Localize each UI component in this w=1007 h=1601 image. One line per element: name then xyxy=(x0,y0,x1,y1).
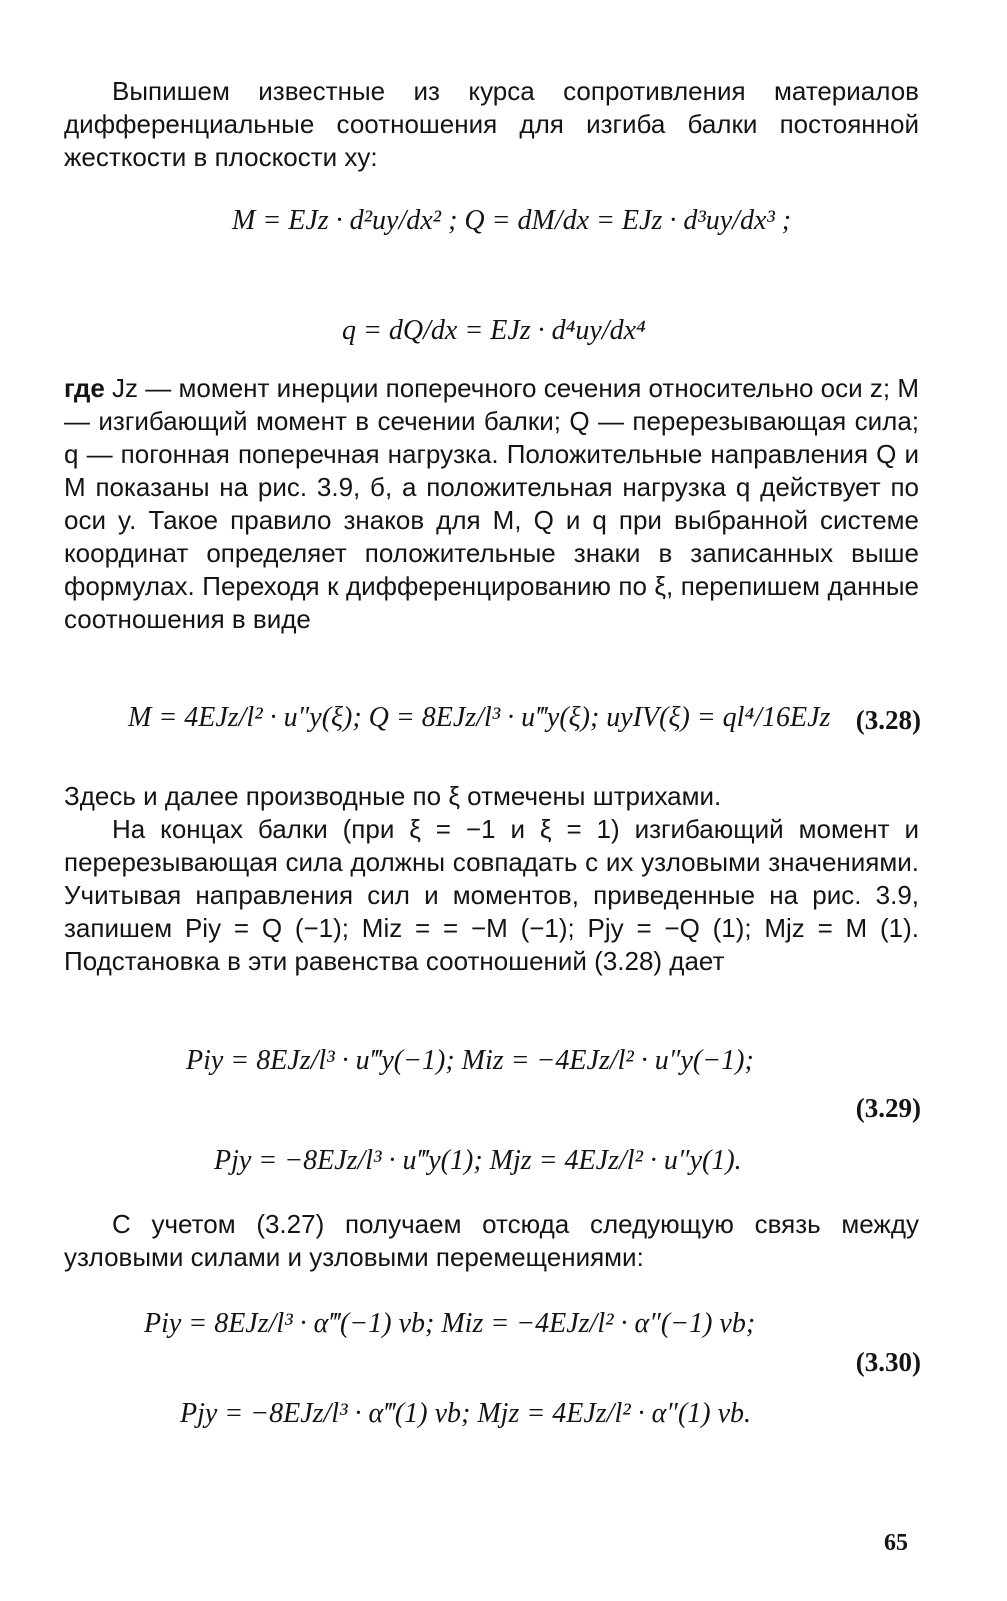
paragraph-definitions xyxy=(64,372,919,636)
formula-3-30-first: Piy = 8EJz/l³ · α‴(−1) vb; Miz = −4EJz/l² · α″(−1) vb; xyxy=(144,1308,756,1339)
paragraph-intro: Выпишем известные из курса сопротивления материалов дифференциальные соотношения для изгиба балки постоянной жесткости в плоскости xy: xyxy=(64,76,919,172)
formula-3-30-second: Pjy = −8EJz/l³ · α‴(1) vb; Mjz = 4EJz/l² · α″(1) vb. xyxy=(180,1398,752,1429)
formula-load: q = dQ/dx = EJz · d⁴uy/dx⁴ xyxy=(342,315,646,346)
paragraph-primes: Здесь и далее производные по ξ отмечены штрихами. xyxy=(64,781,722,811)
formula-3-28: M = 4EJz/l² · u″y(ξ); Q = 8EJz/l³ · u‴y(ξ); uyIV(ξ) = ql⁴/16EJz xyxy=(128,702,831,733)
formula-moment-shear: M = EJz · d²uy/dx² ; Q = dM/dx = EJz · d³uy/dx³ ; xyxy=(232,205,792,236)
equation-number-3-28: (3.28) xyxy=(855,705,921,735)
equation-number-3-29: (3.29) xyxy=(855,1093,921,1123)
formula-3-29-first: Piy = 8EJz/l³ · u‴y(−1); Miz = −4EJz/l² · u″y(−1); xyxy=(186,1045,754,1076)
paragraph-nodal: С учетом (3.27) получаем отсюда следующую связь между узловыми силами и узловыми перемещениями: xyxy=(64,1209,919,1272)
page-number: 65 xyxy=(884,1530,908,1556)
paragraph-boundary: На концах балки (при ξ = −1 и ξ = 1) изгибающий момент и перерезывающая сила должны совпадать с их узловыми значениями. Учитывая направления сил и моментов, приведенные на рис. 3.9, запишем Piy = Q (−1); Miz = = −M (−1); Pjy = −Q (1); Mjz = M (1). Подстановка в эти равенства соотношений (3.28) дает xyxy=(64,814,919,976)
equation-number-3-30: (3.30) xyxy=(855,1347,921,1377)
formula-3-29-second: Pjy = −8EJz/l³ · u‴y(1); Mjz = 4EJz/l² · u″y(1). xyxy=(214,1145,742,1176)
definitions-text: Jz — момент инерции поперечного сечения относительно оси z; M — изгибающий момент в сечении балки; Q — перерезывающая сила; q — погонная поперечная нагрузка. Положительные направления Q и M показаны на рис. 3.9, б, а положительная нагрузка q действует по оси y. Такое правило знаков для M, Q и q при выбранной системе координат определяет положительные знаки в записанных выше формулах. Переходя к дифференцированию по ξ, перепишем данные соотношения в виде xyxy=(64,373,919,634)
word-gde: где xyxy=(64,373,105,403)
